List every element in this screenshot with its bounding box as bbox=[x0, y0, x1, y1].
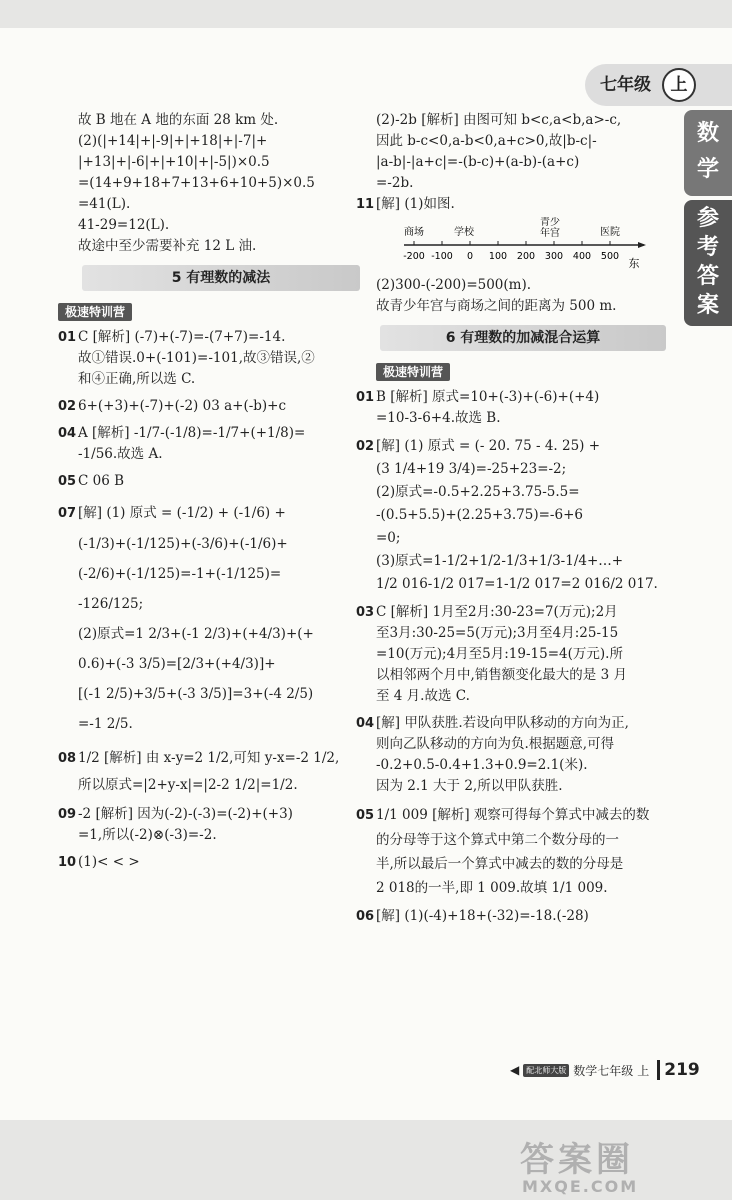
text-line: 1/1 009 [解析] 观察可得每个算式中减去的数 bbox=[376, 807, 650, 823]
item-number: 04 bbox=[58, 426, 77, 441]
answers-char: 案 bbox=[696, 293, 719, 318]
tick-label: 400 bbox=[572, 251, 592, 262]
subject-tab bbox=[684, 110, 732, 196]
left-column bbox=[58, 110, 360, 873]
text-line: =(14+9+18+7+13+6+10+5)×0.5 bbox=[78, 175, 315, 191]
text-line: -1/56.故选 A. bbox=[78, 446, 163, 462]
text-line: |+13|+|-6|+|+10|+|-5|)×0.5 bbox=[78, 154, 270, 170]
text-line: 故 B 地在 A 地的东面 28 km 处. bbox=[78, 112, 279, 128]
tick-label: -200 bbox=[403, 251, 425, 262]
text-line: (-2/6)+(-1/125)=-1+(-1/125)= bbox=[78, 566, 282, 582]
text-line: B [解析] 原式=10+(-3)+(-6)+(+4) bbox=[376, 389, 600, 405]
text-line: 至 4 月.故选 C. bbox=[376, 688, 470, 704]
tick-label: 0 bbox=[466, 251, 474, 262]
tick-label: 500 bbox=[600, 251, 620, 262]
answer-item bbox=[58, 745, 360, 798]
page-number: 219 bbox=[657, 1060, 700, 1080]
text-line: =0; bbox=[376, 530, 401, 546]
book-title: 数学七年级 bbox=[573, 1063, 634, 1078]
text-line: 则向乙队移动的方向为负.根据题意,可得 bbox=[376, 736, 615, 752]
axis-arrow-icon bbox=[638, 242, 646, 248]
text-line: 以相邻两个月中,销售额变化最大的是 3 月 bbox=[376, 667, 627, 683]
grade-label: 七年级 bbox=[600, 75, 651, 95]
text-line: 故途中至少需要补充 12 L 油. bbox=[78, 238, 257, 254]
item-number: 03 bbox=[356, 605, 375, 620]
answer-item bbox=[356, 713, 666, 797]
text-line: [解] (1) 原式 = (-1/2) + (-1/6) + bbox=[78, 505, 286, 521]
answer-item bbox=[58, 396, 360, 417]
text-line: A [解析] -1/7-(-1/8)=-1/7+(+1/8)= bbox=[78, 425, 306, 441]
answers-char: 考 bbox=[696, 235, 719, 260]
text-line: 41-29=12(L). bbox=[78, 217, 170, 233]
place-label: 商场 bbox=[404, 227, 424, 238]
item-number: 01 bbox=[58, 330, 77, 345]
text-line: -126/125; bbox=[78, 596, 144, 612]
answers-char: 答 bbox=[696, 264, 719, 289]
answer-item bbox=[356, 387, 666, 429]
text-line: 0.6)+(-3 3/5)=[2/3+(+4/3)]+ bbox=[78, 656, 276, 672]
text-line: 2 018的一半,即 1 009.故填 1/1 009. bbox=[376, 880, 608, 896]
text-line: 6+(+3)+(-7)+(-2) 03 a+(-b)+c bbox=[78, 398, 287, 414]
item-number: 11 bbox=[356, 197, 375, 212]
answer-item bbox=[58, 804, 360, 846]
section-title: 5 有理数的减法 bbox=[82, 265, 360, 291]
item-number: 10 bbox=[58, 855, 77, 870]
text-line: =-1 2/5. bbox=[78, 716, 133, 732]
text-line: (2)原式=1 2/3+(-1 2/3)+(+4/3)+(+ bbox=[78, 626, 314, 642]
section-title: 6 有理数的加减混合运算 bbox=[380, 325, 666, 351]
text-line: [解] (1) 原式 = (- 20. 75 - 4. 25) + bbox=[376, 438, 601, 454]
answer-item bbox=[58, 423, 360, 465]
text-line: (3)原式=1-1/2+1/2-1/3+1/3-1/4+…+ bbox=[376, 553, 624, 569]
text-line: (2)原式=-0.5+2.25+3.75-5.5= bbox=[376, 484, 580, 500]
publisher-badge: 配北师大版 bbox=[523, 1064, 569, 1077]
text-line: C [解析] 1月至2月:30-23=7(万元);2月 bbox=[376, 604, 618, 620]
item-number: 08 bbox=[58, 751, 77, 766]
place-label: 学校 bbox=[454, 227, 474, 238]
volume-badge: 上 bbox=[662, 68, 696, 102]
direction-label: 东 bbox=[628, 257, 640, 270]
text-line: 半,所以最后一个算式中减去的数的分母是 bbox=[376, 856, 624, 872]
text-line: 1/2 [解析] 由 x-y=2 1/2,可知 y-x=-2 1/2, bbox=[78, 750, 340, 766]
item-number: 07 bbox=[58, 506, 77, 521]
text-line: [解] (1)(-4)+18+(-32)=-18.(-28) bbox=[376, 908, 589, 924]
text-line: 和④正确,所以选 C. bbox=[78, 371, 196, 387]
text-line: =-2b. bbox=[376, 175, 414, 191]
answer-item bbox=[58, 471, 360, 492]
item-number: 06 bbox=[356, 909, 375, 924]
text-line: [解] (1)如图. bbox=[376, 196, 455, 212]
item-number: 04 bbox=[356, 716, 375, 731]
watermark-main: 答案圈 bbox=[520, 1140, 634, 1180]
place-label: 年宫 bbox=[540, 228, 560, 239]
text-line: =1,所以(-2)⊗(-3)=-2. bbox=[78, 827, 217, 843]
text-line: =10(万元);4月至5月:19-15=4(万元).所 bbox=[376, 646, 623, 662]
answer-item bbox=[356, 602, 666, 707]
right-column bbox=[356, 110, 666, 927]
text-line: -0.2+0.5-0.4+1.3+0.9=2.1(米). bbox=[376, 757, 588, 773]
tick-label: 300 bbox=[544, 251, 564, 262]
text-line: C [解析] (-7)+(-7)=-(7+7)=-14. bbox=[78, 329, 286, 345]
subject-char: 数 bbox=[696, 121, 719, 146]
item-number: 02 bbox=[356, 439, 375, 454]
tick-label: 200 bbox=[516, 251, 536, 262]
triangle-left-icon: ◀ bbox=[510, 1063, 520, 1077]
item-number: 01 bbox=[356, 390, 375, 405]
text-line: =10-3-6+4.故选 B. bbox=[376, 410, 501, 426]
answers-char: 参 bbox=[696, 206, 719, 231]
text-line: 的分母等于这个算式中第二个数分母的一 bbox=[376, 832, 619, 848]
text-line: -2 [解析] 因为(-2)-(-3)=(-2)+(+3) bbox=[78, 806, 293, 822]
text-line: [解] 甲队获胜.若设向甲队移动的方向为正, bbox=[376, 715, 629, 731]
answers-tab bbox=[684, 200, 732, 326]
answer-item bbox=[58, 327, 360, 390]
text-line: [(-1 2/5)+3/5+(-3 3/5)]=3+(-4 2/5) bbox=[78, 686, 314, 702]
text-line: (1)< < > bbox=[78, 854, 140, 870]
page-footer bbox=[510, 1060, 700, 1080]
place-label: 青少 bbox=[540, 217, 560, 228]
subject-char: 学 bbox=[696, 157, 719, 182]
volume-mark: 上 bbox=[637, 1063, 650, 1078]
text-line: 因为 2.1 大于 2,所以甲队获胜. bbox=[376, 778, 563, 794]
camp-label: 极速特训营 bbox=[376, 363, 450, 381]
answer-item bbox=[356, 803, 666, 900]
text-line: |a-b|-|a+c|=-(b-c)+(a-b)-(a+c) bbox=[376, 154, 580, 170]
text-line: (2)300-(-200)=500(m). bbox=[376, 277, 532, 293]
camp-label: 极速特训营 bbox=[58, 303, 132, 321]
text-line: =41(L). bbox=[78, 196, 131, 212]
text-line: 1/2 016-1/2 017=1-1/2 017=2 016/2 017. bbox=[376, 576, 658, 592]
answer-item bbox=[58, 498, 360, 739]
text-line: (3 1/4+19 3/4)=-25+23=-2; bbox=[376, 461, 567, 477]
text-line: 故①错误.0+(-101)=-101,故③错误,② bbox=[78, 350, 315, 366]
text-line: -(0.5+5.5)+(2.25+3.75)=-6+6 bbox=[376, 507, 583, 523]
item-number: 09 bbox=[58, 807, 77, 822]
text-line: C 06 B bbox=[78, 473, 125, 489]
answer-item bbox=[356, 906, 666, 927]
item-number: 05 bbox=[58, 474, 77, 489]
watermark-url: MXQE.COM bbox=[522, 1177, 639, 1196]
text-line: 所以原式=|2+y-x|=|2-2 1/2|=1/2. bbox=[78, 777, 298, 793]
number-line-figure bbox=[376, 217, 646, 273]
answer-item bbox=[356, 435, 666, 596]
text-line: (-1/3)+(-1/125)+(-3/6)+(-1/6)+ bbox=[78, 536, 288, 552]
text-line: 至3月:30-25=5(万元);3月至4月:25-15 bbox=[376, 625, 619, 641]
item-number: 02 bbox=[58, 399, 77, 414]
tick-label: -100 bbox=[431, 251, 453, 262]
answer-item bbox=[58, 852, 360, 873]
text-line: (2)-2b [解析] 由图可知 b<c,a<b,a>-c, bbox=[376, 112, 622, 128]
text-line: 故青少年宫与商场之间的距离为 500 m. bbox=[376, 298, 617, 314]
text-line: (2)(|+14|+|-9|+|+18|+|-7|+ bbox=[78, 133, 268, 149]
item-number: 05 bbox=[356, 808, 375, 823]
watermark bbox=[520, 1142, 638, 1196]
text-line: 因此 b-c<0,a-b<0,a+c>0,故|b-c|- bbox=[376, 133, 597, 149]
tick-label: 100 bbox=[488, 251, 508, 262]
place-label: 医院 bbox=[600, 227, 620, 238]
